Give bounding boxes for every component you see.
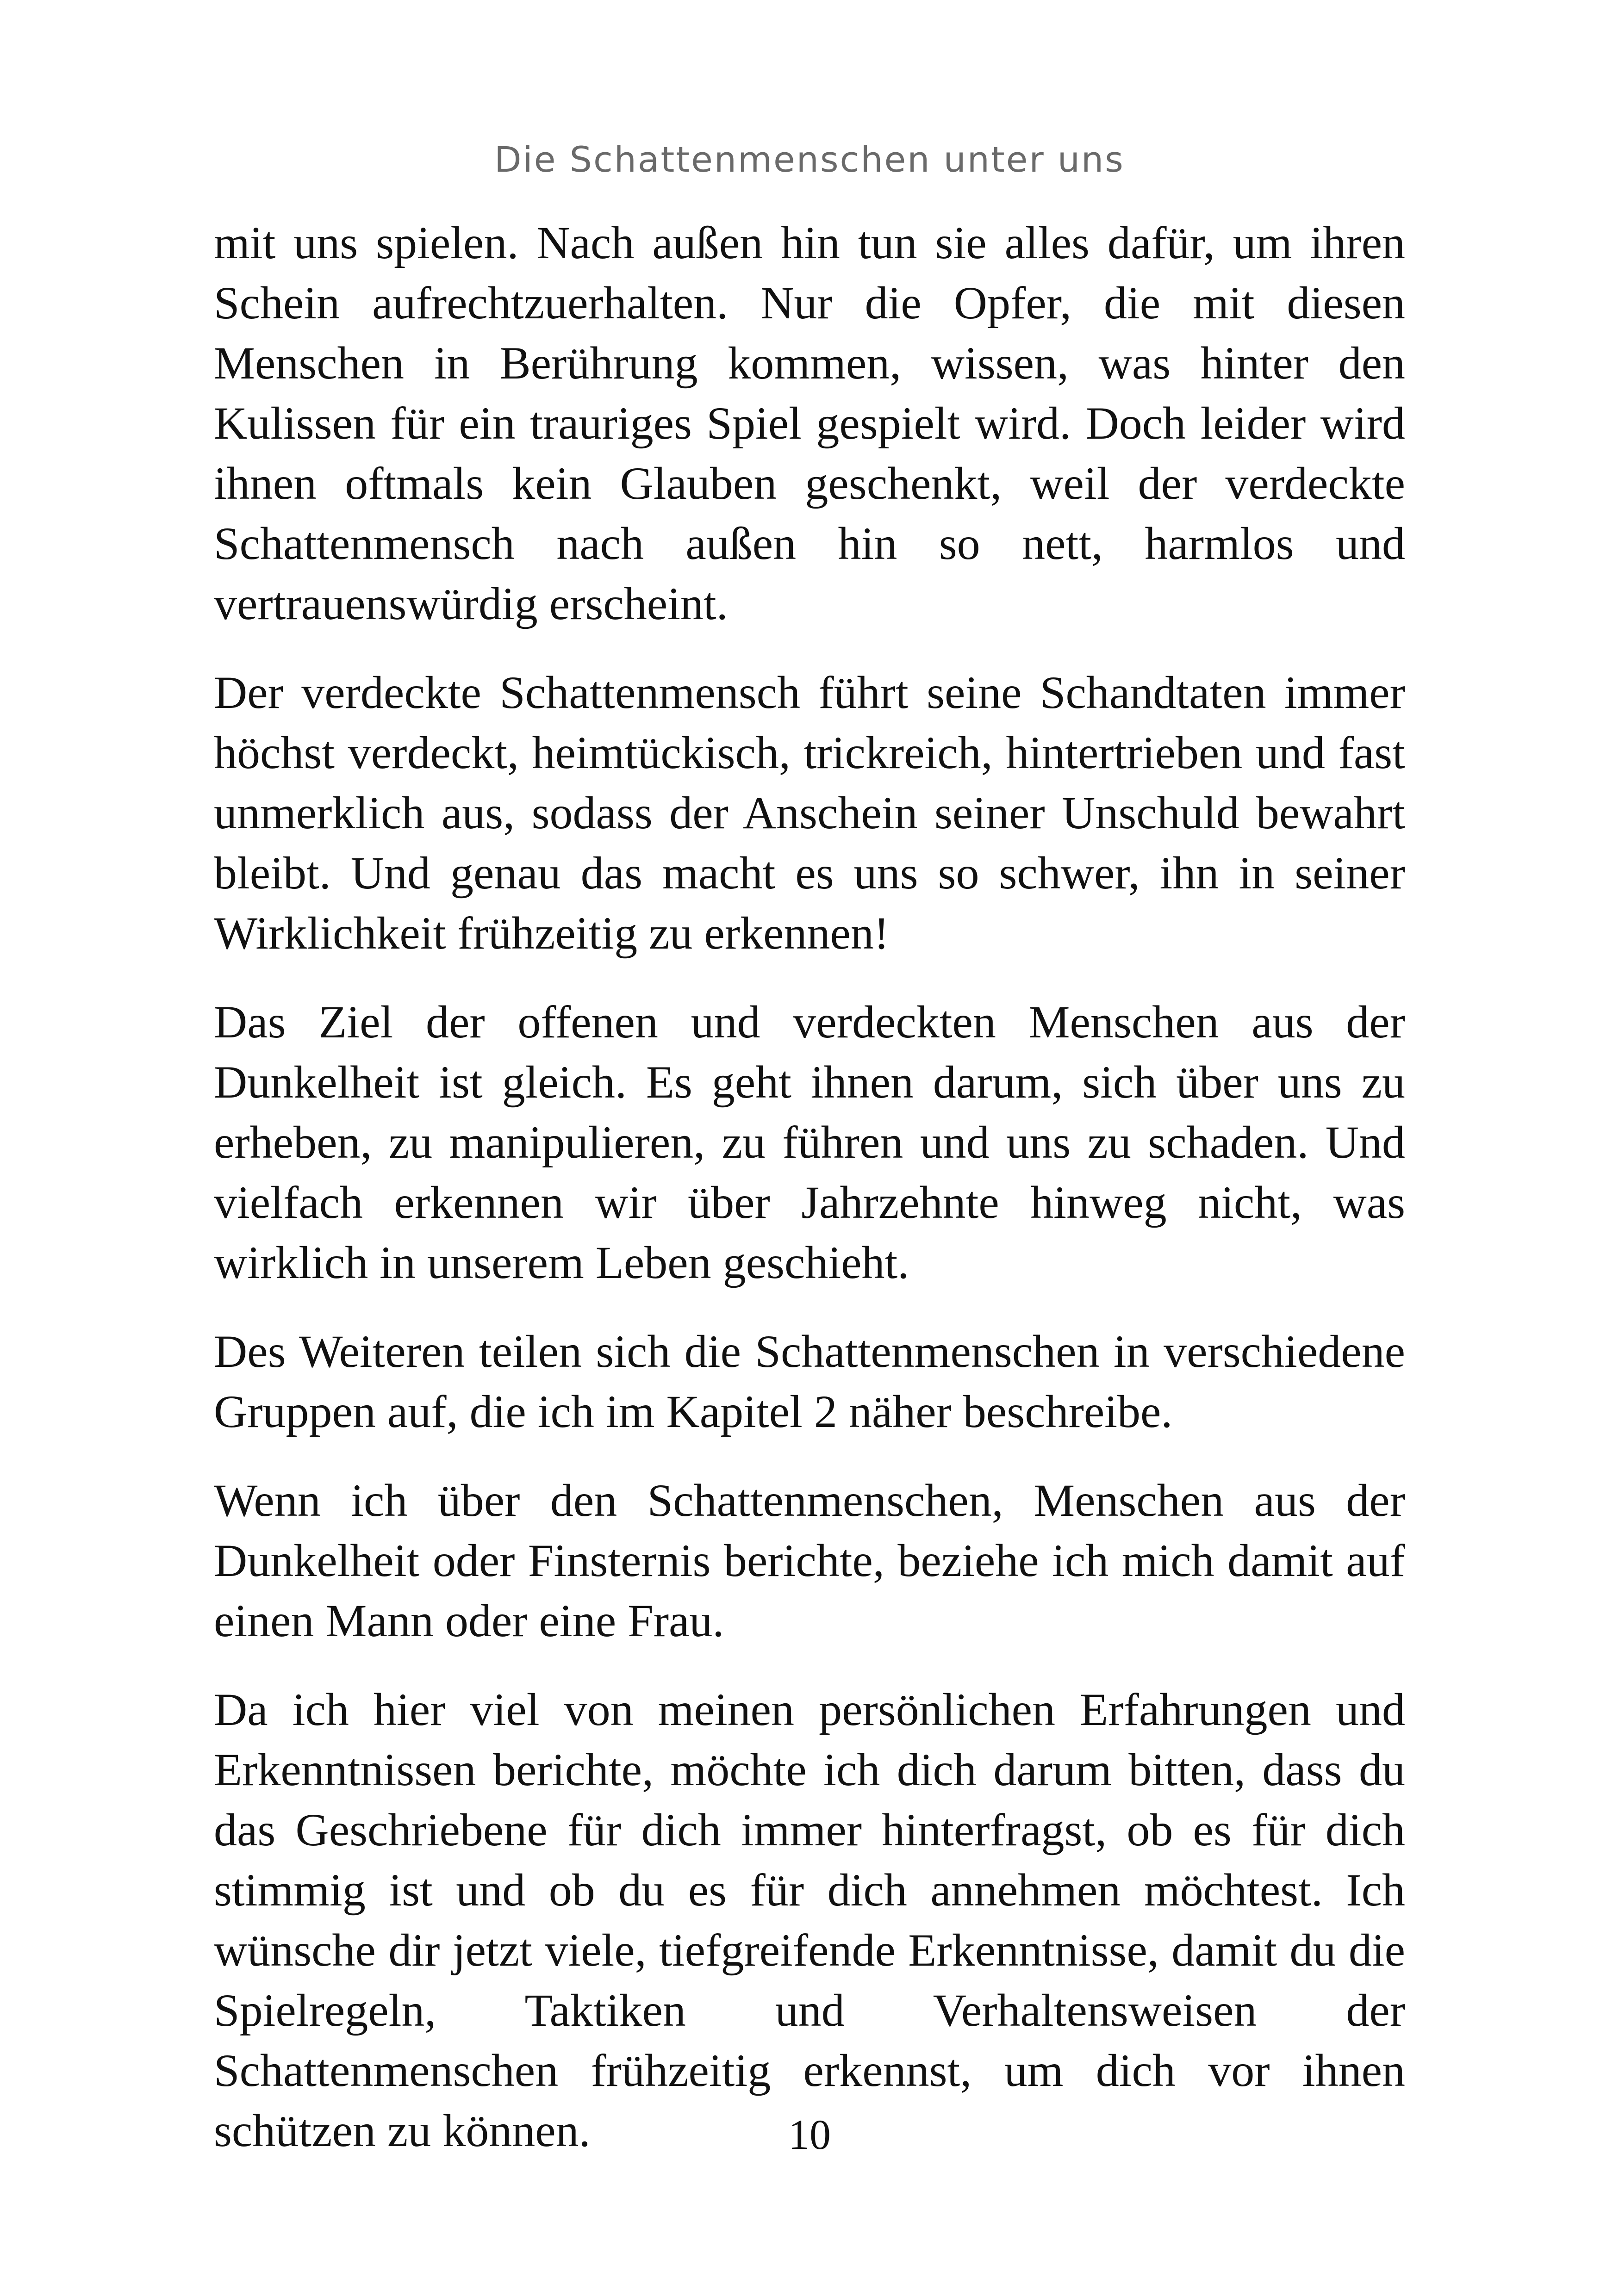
paragraph-1: mit uns spielen. Nach außen hin tun sie alles dafür, um ihren Schein aufrechtzuerhalten. Nur die Opfer, die mit diesen Menschen in Berührung kommen, wissen, was hinter den Kulissen für ein trauriges Spiel gespielt wird. Doch leider wird ihnen oftmals kein Glauben geschenkt, weil der verdeckte Schattenmensch nach außen hin so nett, harmlos und vertrauenswürdig erscheint. bbox=[214, 217, 1405, 629]
paragraph-3: Das Ziel der offenen und verdeckten Menschen aus der Dunkelheit ist gleich. Es geht ihnen darum, sich über uns zu erheben, zu manipulieren, zu führen und uns zu schaden. Und vielfach erkennen wir über Jahrzehnte hinweg nicht, was wirklich in unserem Leben geschieht. bbox=[214, 996, 1405, 1288]
paragraph-4: Des Weiteren teilen sich die Schattenmenschen in verschiedene Gruppen auf, die ich im Kapitel 2 näher beschreibe. bbox=[214, 1326, 1405, 1437]
page-number: 10 bbox=[788, 2111, 831, 2158]
paragraph-2: Der verdeckte Schattenmensch führt seine Schandtaten immer höchst verdeckt, heimtückisch, trickreich, hintertrieben und fast unmerklich aus, sodass der Anschein seiner Unschuld bewahrt bleibt. Und genau das macht es uns so schwer, ihn in seiner Wirklichkeit frühzeitig zu erkennen! bbox=[214, 667, 1405, 959]
body-text bbox=[214, 213, 1405, 2161]
paragraph-6: Da ich hier viel von meinen persönlichen Erfahrungen und Erkenntnissen berichte, möchte ich dich darum bitten, dass du das Geschriebene für dich immer hinterfragst, ob es für dich stimmig ist und ob du es für dich annehmen möchtest. Ich wünsche dir jetzt viele, tiefgreifende Erkenntnisse, damit du die Spielregeln, Taktiken und Verhaltensweisen der Schattenmenschen frühzeitig erkennst, um dich vor ihnen schützen zu können. bbox=[214, 1684, 1405, 2156]
running-header: Die Schattenmenschen unter uns bbox=[494, 139, 1125, 180]
paragraph-5: Wenn ich über den Schattenmenschen, Menschen aus der Dunkelheit oder Finsternis berichte, beziehe ich mich damit auf einen Mann oder eine Frau. bbox=[214, 1475, 1405, 1646]
